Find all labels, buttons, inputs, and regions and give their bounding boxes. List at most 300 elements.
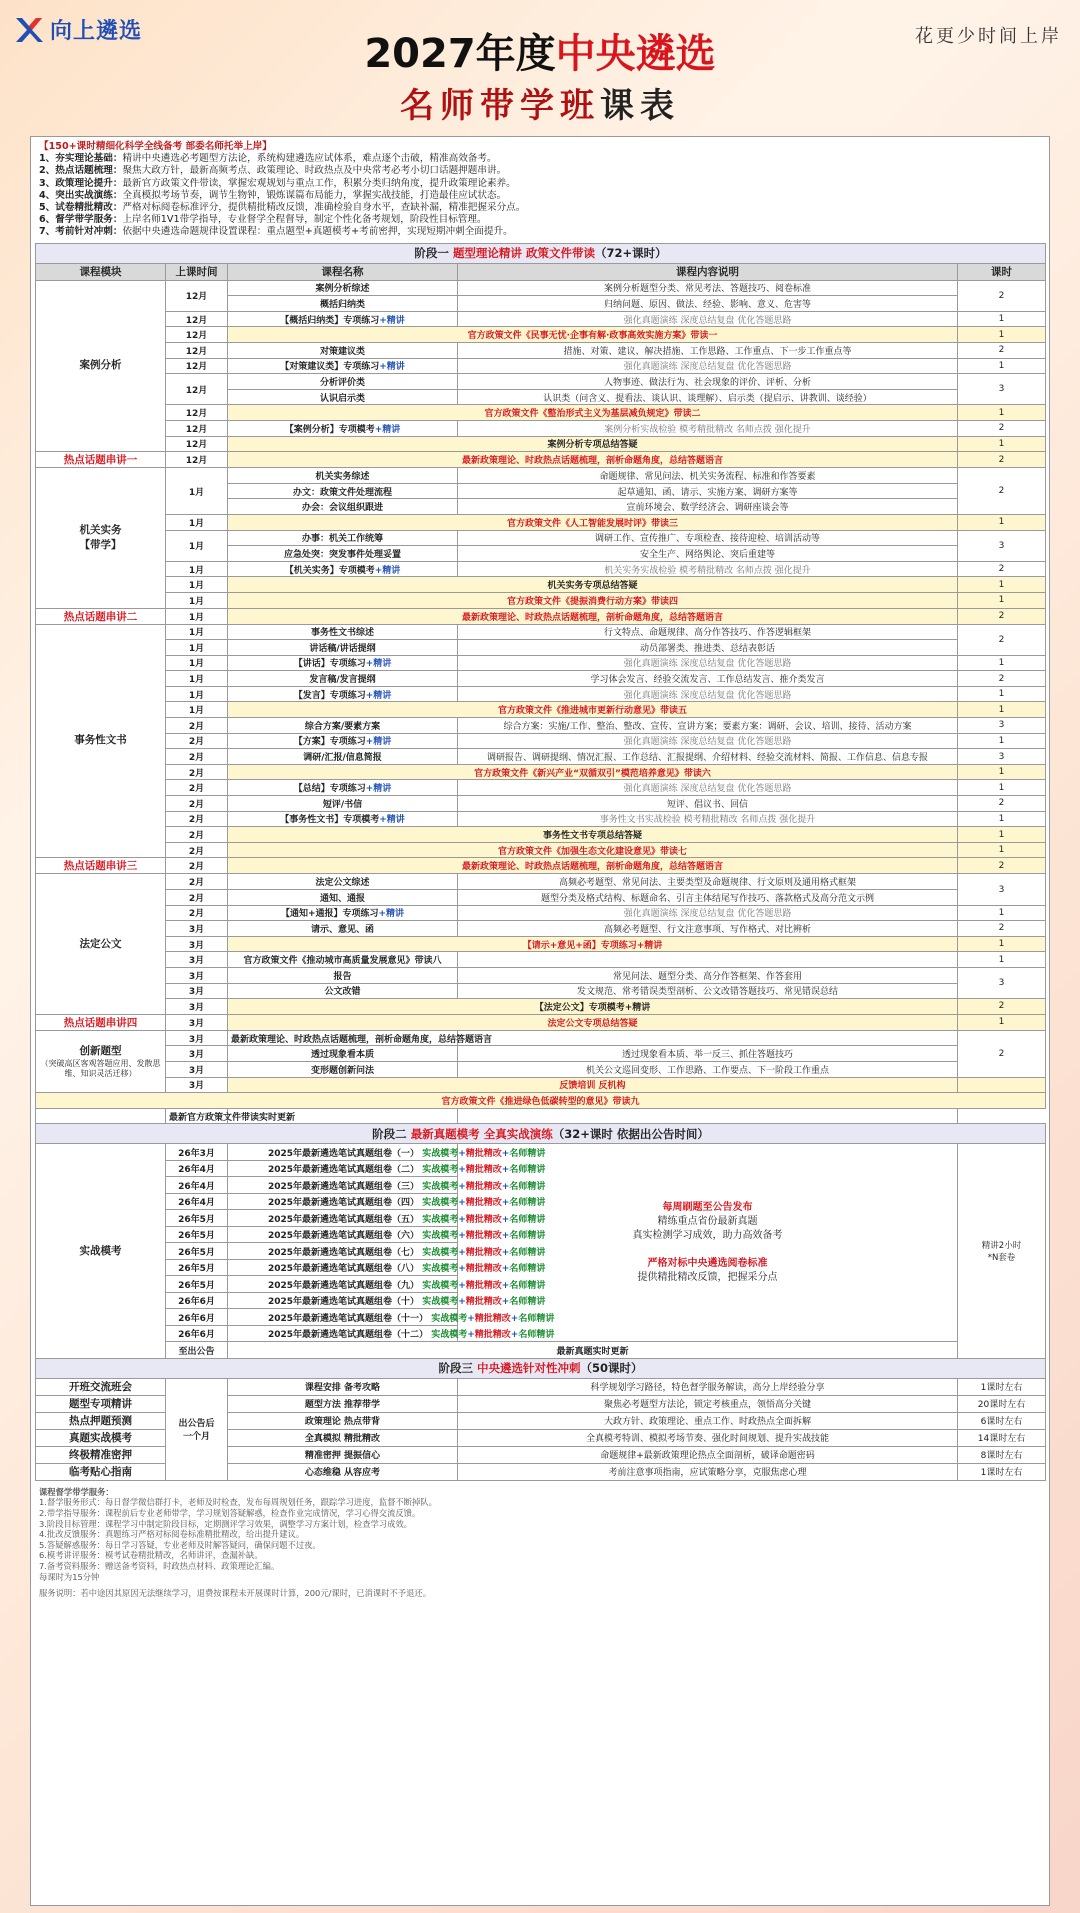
tag-mock: 实战模考	[422, 1214, 459, 1225]
course-row	[36, 967, 1046, 983]
time-cell: 3月	[166, 967, 228, 983]
sprint-module: 真题实战模考	[36, 1429, 166, 1446]
course-row	[36, 1077, 1046, 1093]
mock-title: 2025年最新遴选笔试真题组卷（十）	[268, 1297, 420, 1308]
mock-title: 2025年最新遴选笔试真题组卷（七）	[268, 1247, 420, 1258]
plus-sign: +	[458, 1264, 466, 1275]
tag-mock: 实战模考	[422, 1264, 459, 1275]
intro-key: 3、政策理论提升：	[39, 177, 123, 189]
course-name: 办文：政策文件处理流程	[228, 483, 458, 499]
mock-title: 2025年最新遴选笔试真题组卷（十一）	[268, 1313, 429, 1324]
course-row	[36, 624, 1046, 640]
hours-cell	[958, 1077, 1046, 1093]
hours-cell: 1	[958, 327, 1046, 343]
mock-time: 26年5月	[166, 1210, 228, 1227]
footer-head: 课程督学带学服务：	[39, 1486, 114, 1497]
time-cell: 12月	[166, 452, 228, 468]
sprint-hours: 1课时左右	[958, 1378, 1046, 1395]
course-name	[228, 561, 458, 577]
intro-item	[39, 214, 1041, 226]
module-case: 案例分析	[36, 280, 166, 452]
mock-row	[36, 1144, 1046, 1161]
hours-cell: 2	[958, 420, 1046, 436]
summary-cell: 事务性文书专项总结答疑	[228, 827, 958, 843]
course-content: 宣前环境会、数学经济会、调研座谈会等	[458, 499, 958, 515]
sprint-content: 聚焦必考题型方法论，锁定考核重点，领悟高分关键	[458, 1395, 958, 1412]
course-name	[228, 420, 458, 436]
sprint-hours: 14课时左右	[958, 1429, 1046, 1446]
hours-cell: 3	[958, 749, 1046, 765]
tag-lecture: 名师精讲	[509, 1280, 546, 1291]
col-time: 上课时间	[166, 263, 228, 280]
course-content: 常见问法、题型分类、高分作答框架、作答套用	[458, 967, 958, 983]
course-name-text: 【讲话】专项练习	[293, 659, 366, 670]
time-cell: 2月	[166, 811, 228, 827]
plus-sign: +	[458, 1198, 466, 1209]
mock-title: 2025年最新遴选笔试真题组卷（二）	[268, 1165, 420, 1176]
time-cell: 1月	[166, 671, 228, 687]
sprint-content: 命题规律+最新政策理论热点全面剖析，破译命题密码	[458, 1446, 958, 1463]
course-name	[228, 780, 458, 796]
time-cell: 12月	[166, 280, 228, 311]
tag-mock: 实战模考	[422, 1165, 459, 1176]
time-cell: 1月	[166, 624, 228, 640]
tag-lecture: 名师精讲	[509, 1181, 546, 1192]
time-cell: 2月	[166, 764, 228, 780]
time-cell: 2月	[166, 796, 228, 812]
course-content: 学习体会发言、经验交流发言、工作总结发言、推介类发言	[458, 671, 958, 687]
course-name: 变形题创新问法	[228, 1061, 458, 1077]
tag-lecture: 名师精讲	[509, 1297, 546, 1308]
intro-item	[39, 190, 1041, 202]
course-name: 调研/汇报/信息简报	[228, 749, 458, 765]
time-cell: 3月	[166, 921, 228, 937]
course-content: 起草通知、函、请示、实施方案、调研方案等	[458, 483, 958, 499]
time-cell: 12月	[166, 436, 228, 452]
footer-line: 7.备考资料服务：赠送备考资料，时政热点材料、政策理论汇编。	[39, 1560, 280, 1571]
plus-sign: +	[501, 1214, 510, 1225]
plus-sign: +	[467, 1330, 475, 1341]
time-cell: 12月	[166, 405, 228, 421]
phase3-label: 阶段三	[438, 1361, 473, 1376]
tag-mock: 实战模考	[422, 1198, 459, 1209]
course-row	[36, 358, 1046, 374]
course-content	[458, 952, 958, 968]
time-cell: 3月	[166, 1061, 228, 1077]
sprint-module: 终极精准密押	[36, 1446, 166, 1463]
title-year: 2027年度	[364, 31, 556, 77]
course-content: 综合方案：实施/工作、整治、整改、宣传、宣讲方案；要素方案：调研、会议、培训、接待、活动方案	[458, 718, 958, 734]
hours-cell: 3	[958, 374, 1046, 405]
tag-review: 精批精改	[465, 1264, 502, 1275]
mock-name	[228, 1177, 546, 1194]
plus-tag: +精讲	[365, 784, 392, 795]
course-content: 行文特点、命题规律、高分作答技巧、作答逻辑框架	[458, 624, 958, 640]
time-cell: 3月	[166, 952, 228, 968]
sprint-name: 政策理论 热点带背	[228, 1412, 458, 1429]
tag-mock: 实战模考	[431, 1313, 468, 1324]
course-content: 调研报告、调研提纲、情况汇报、工作总结、汇报提纲、介绍材料、经验交流材料、简报、工作信息、信息专报	[458, 749, 958, 765]
sprint-time: 出公告后 一个月	[166, 1378, 228, 1480]
hours-cell: 1	[958, 655, 1046, 671]
col-module: 课程模块	[36, 263, 166, 280]
footer-line: 1.督学服务形式：每日督学微信群打卡，老师及时检查，发布每周规划任务，跟踪学习进度，监督不断掉队。	[39, 1497, 437, 1508]
time-cell: 12月	[166, 343, 228, 359]
hours-cell: 2	[958, 280, 1046, 311]
schedule-sheet	[30, 136, 1050, 1906]
side-line-3: 真实检测学习成效，助力高效备考	[632, 1229, 783, 1241]
sprint-name: 题型方法 推荐带学	[228, 1395, 458, 1412]
policy-cell: 官方政策文件《整治形式主义为基层减负规定》带读二	[228, 405, 958, 421]
tag-lecture: 名师精讲	[509, 1264, 546, 1275]
course-content: 强化真题演练 深度总结复盘 优化答题思路	[458, 733, 958, 749]
sprint-name: 精准密押 提振信心	[228, 1446, 458, 1463]
mock-name	[228, 1325, 555, 1342]
time-cell: 2月	[166, 827, 228, 843]
phase3-row	[36, 1358, 1046, 1378]
time-cell: 2月	[166, 890, 228, 906]
hours-cell: 1	[958, 780, 1046, 796]
course-content: 高频必考题型、常见问法、主要类型及命题规律、行文原则及通用格式框架	[458, 874, 958, 890]
policy-cell: 最新政策理论、时政热点话题梳理，剖析命题角度，总结答题语言	[228, 858, 958, 874]
plus-tag: +精讲	[379, 815, 405, 826]
plus-sign: +	[501, 1198, 510, 1209]
schedule-table	[35, 243, 1046, 1481]
mock-name	[228, 1144, 546, 1161]
tag-review: 精批精改	[465, 1214, 502, 1225]
course-row	[36, 343, 1046, 359]
course-name: 对策建议类	[228, 343, 458, 359]
summary-cell: 【法定公文】专项模考+精讲	[228, 999, 958, 1015]
course-content: 发文规范、常考错误类型剖析、公文改错答题技巧、常见错误总结	[458, 983, 958, 999]
course-content: 短评、倡议书、回信	[458, 796, 958, 812]
sprint-module: 题型专项精讲	[36, 1395, 166, 1412]
course-row	[36, 1061, 1046, 1077]
side-line-2: 精练重点省份最新真题	[657, 1215, 758, 1227]
course-content: 强化真题演练 深度总结复盘 优化答题思路	[458, 686, 958, 702]
time-cell: 2月	[166, 842, 228, 858]
course-row	[36, 1030, 1046, 1046]
mock-name	[228, 1160, 546, 1177]
policy-cell: 反馈培训 反机构	[228, 1077, 958, 1093]
course-row	[36, 514, 1046, 530]
col-name: 课程名称	[228, 263, 458, 280]
course-name: 最新官方政策文件带读实时更新	[166, 1108, 228, 1124]
hours-cell	[458, 1108, 958, 1124]
tag-review: 精批精改	[474, 1330, 511, 1341]
hours-cell: 1	[958, 905, 1046, 921]
summary-cell: 案例分析专项总结答疑	[228, 436, 958, 452]
course-name: 短评/书信	[228, 796, 458, 812]
course-row	[36, 280, 1046, 296]
hours-cell: 1	[958, 405, 1046, 421]
tag-lecture: 名师精讲	[509, 1198, 546, 1209]
course-name	[228, 811, 458, 827]
course-name: 讲话稿/讲话提纲	[228, 640, 458, 656]
intro-value: 全真模拟考场节奏，调节生物钟，锻炼谋篇布局能力，掌握实战技能，打造最佳应试状态。	[122, 189, 507, 201]
course-content: 安全生产、网络舆论、突后重建等	[458, 546, 958, 562]
mock-time: 26年5月	[166, 1276, 228, 1293]
course-content: 归纳问题、原因、做法、经验、影响、意义、危害等	[458, 296, 958, 312]
course-row	[36, 733, 1046, 749]
course-content: 案例分析题型分类、常见考法、答题技巧、阅卷标准	[458, 280, 958, 296]
course-name-text: 【通知+通报】专项练习	[280, 909, 379, 920]
course-name: 事务性文书综述	[228, 624, 458, 640]
course-name: 办事：机关工作统筹	[228, 530, 458, 546]
time-cell: 2月	[166, 905, 228, 921]
plus-sign: +	[458, 1148, 466, 1159]
time-cell: 3月	[166, 983, 228, 999]
time-cell: 1月	[166, 608, 228, 624]
course-row	[36, 530, 1046, 546]
sprint-content: 全真模考特训、模拟考场节奏、强化时间规划、提升实战技能	[458, 1429, 958, 1446]
column-header-row	[36, 263, 1046, 280]
course-row	[36, 811, 1046, 827]
policy-cell: 官方政策文件《推进城市更新行动意见》带读五	[228, 702, 958, 718]
course-row	[36, 640, 1046, 656]
course-row	[36, 796, 1046, 812]
mock-time: 26年6月	[166, 1292, 228, 1309]
time-cell: 12月	[166, 311, 228, 327]
time-cell: 3月	[166, 1077, 228, 1093]
course-row	[36, 983, 1046, 999]
intro-key: 4、突出实战演练：	[39, 189, 123, 201]
time-cell: 1月	[166, 577, 228, 593]
footer-line: 5.答疑解惑服务：每日学习答疑，专业老师及时解答疑问，确保问题不过夜。	[39, 1539, 321, 1550]
sprint-hours: 6课时左右	[958, 1412, 1046, 1429]
plus-sign: +	[501, 1148, 510, 1159]
course-name-text: 【对策建议类】专项练习	[280, 362, 380, 373]
tag-review: 精批精改	[465, 1247, 502, 1258]
course-row	[36, 452, 1046, 468]
course-row	[36, 905, 1046, 921]
module-organ	[36, 468, 166, 608]
tag-mock: 实战模考	[422, 1280, 459, 1291]
tag-review: 精批精改	[465, 1181, 502, 1192]
mock-title: 2025年最新遴选笔试真题组卷（一）	[268, 1148, 420, 1159]
course-content	[458, 1030, 958, 1046]
mock-time: 26年5月	[166, 1226, 228, 1243]
time-cell: 2月	[166, 780, 228, 796]
plus-sign: +	[501, 1181, 510, 1192]
course-name: 认识启示类	[228, 389, 458, 405]
tag-lecture: 名师精讲	[509, 1214, 546, 1225]
mock-title: 2025年最新遴选笔试真题组卷（五）	[268, 1214, 420, 1225]
time-cell: 3月	[166, 1046, 228, 1062]
course-name: 公文改错	[228, 983, 458, 999]
hours-cell: 1	[958, 436, 1046, 452]
module-mock: 实战模考	[36, 1144, 166, 1359]
course-content: 强化真题演练 深度总结复盘 优化答题思路	[458, 780, 958, 796]
intro-block	[31, 137, 1049, 243]
course-content: 题型分类及格式结构、标题命名、引言主体结尾写作技巧、落款格式及高分范文示例	[458, 890, 958, 906]
time-cell: 3月	[166, 1030, 228, 1046]
tag-lecture: 名师精讲	[509, 1247, 546, 1258]
phase2-row	[36, 1124, 1046, 1144]
mock-time: 26年5月	[166, 1243, 228, 1260]
time-cell: 1月	[166, 561, 228, 577]
course-row	[36, 311, 1046, 327]
hours-cell: 1	[958, 952, 1046, 968]
hours-cell: 1	[958, 311, 1046, 327]
mock-time: 26年4月	[166, 1177, 228, 1194]
hours-cell: 2	[958, 343, 1046, 359]
time-cell: 2月	[166, 858, 228, 874]
footer-line: 3.阶段目标管理：课程学习中制定阶段目标，定期测评学习效果，调整学习方案计划，检查学习成效。	[39, 1518, 412, 1529]
mock-hours: 精讲2小时 *N套卷	[958, 1144, 1046, 1359]
col-content: 课程内容说明	[458, 263, 958, 280]
hours-cell: 3	[958, 718, 1046, 734]
mock-title: 2025年最新遴选笔试真题组卷（六）	[268, 1231, 420, 1242]
course-row	[36, 561, 1046, 577]
policy-cell: 官方政策文件《提振消费行动方案》带读四	[228, 592, 958, 608]
course-row	[36, 780, 1046, 796]
sprint-hours: 1课时左右	[958, 1463, 1046, 1480]
side-line-4: 严格对标中央遴选阅卷标准	[647, 1257, 768, 1269]
course-row	[36, 827, 1046, 843]
hours-cell: 2	[958, 468, 1046, 515]
course-name-text: 【发言】专项练习	[293, 690, 366, 701]
intro-item	[39, 153, 1041, 165]
time-cell: 1月	[166, 686, 228, 702]
sprint-name: 课程安排 备考攻略	[228, 1378, 458, 1395]
module-hot4: 热点话题串讲四	[36, 1014, 166, 1030]
plus-sign: +	[458, 1165, 466, 1176]
intro-item	[39, 165, 1041, 177]
course-row	[36, 936, 1046, 952]
course-row	[36, 608, 1046, 624]
plus-tag: +精讲	[379, 315, 405, 326]
sprint-hours: 20课时左右	[958, 1395, 1046, 1412]
side-line-5: 提供精批精改反馈，把握采分点	[637, 1271, 778, 1283]
course-content: 机关实务实战检验 模考精批精改 名师点拨 强化提升	[458, 561, 958, 577]
intro-key: 5、试卷精批精改：	[39, 202, 123, 214]
plus-tag: +精讲	[365, 737, 392, 748]
course-row	[36, 420, 1046, 436]
intro-value: 严格对标阅卷标准评分，提供精批精改反馈，准确检验自身水平，查缺补漏，精准把握采分点。	[122, 202, 526, 214]
time-cell: 12月	[166, 358, 228, 374]
course-name: 机关实务综述	[228, 468, 458, 484]
policy-cell: 官方政策文件《民事无忧·企事有解·政事高效实施方案》带读一	[228, 327, 958, 343]
course-row	[36, 405, 1046, 421]
hours-cell: 2	[958, 1030, 1046, 1077]
mock-title: 2025年最新遴选笔试真题组卷（十二）	[268, 1330, 429, 1341]
tag-lecture: 名师精讲	[509, 1165, 546, 1176]
course-name-text: 【方案】专项练习	[293, 737, 366, 748]
policy-cell: 【请示+意见+函】专项练习+精讲	[228, 936, 958, 952]
time-cell: 1月	[166, 468, 228, 515]
phase1-count: （72+课时）	[594, 246, 667, 261]
course-name	[228, 733, 458, 749]
time-cell: 1月	[166, 514, 228, 530]
phase1-row	[36, 243, 1046, 263]
hours-cell: 1	[958, 764, 1046, 780]
page-title	[0, 22, 1080, 79]
time-cell: 3月	[166, 999, 228, 1015]
plus-sign: +	[458, 1297, 466, 1308]
mock-time: 26年6月	[166, 1325, 228, 1342]
mock-name	[228, 1210, 546, 1227]
phase2-red: 最新真题模考 全真实战演练	[410, 1126, 553, 1141]
course-content: 机关公文巡回变形、工作思路、工作要点、下一阶段工作重点	[458, 1061, 958, 1077]
time-cell: 12月	[166, 327, 228, 343]
module-note: （突破高区客观答题应用、发散思维、知识灵活迁移）	[40, 1058, 161, 1078]
course-content: 事务性文书实战检验 模考精批精改 名师点拨 强化提升	[458, 811, 958, 827]
sprint-module: 临考贴心指南	[36, 1463, 166, 1480]
update-row	[36, 1093, 1046, 1109]
course-name: 透过现象看本质	[228, 1046, 458, 1062]
time-cell: 2月	[166, 718, 228, 734]
tag-review: 精批精改	[465, 1148, 502, 1159]
course-name-text: 【案例分析】专项模考	[284, 424, 375, 435]
hours-cell: 1	[958, 842, 1046, 858]
course-row	[36, 858, 1046, 874]
intro-value: 聚焦大政方针，最新高频考点、政策理论、时政热点及中央常考必考小切口话题押题串讲。	[122, 165, 507, 177]
tag-review: 精批精改	[465, 1165, 502, 1176]
hours-cell: 2	[958, 921, 1046, 937]
tag-mock: 实战模考	[422, 1247, 459, 1258]
course-row	[36, 577, 1046, 593]
mock-time: 26年6月	[166, 1309, 228, 1326]
footer-line: 2.带学指导服务：课程前后专业老师带学，学习规划答疑解惑，检查作业完成情况，学习心得交流反馈。	[39, 1508, 421, 1518]
course-row	[36, 468, 1046, 484]
course-content: 案例分析实战检验 模考精批精改 名师点拨 强化提升	[458, 420, 958, 436]
plus-tag: +精讲	[374, 424, 401, 435]
course-row	[36, 1046, 1046, 1062]
course-row	[36, 1108, 1046, 1124]
time-cell: 1月	[166, 655, 228, 671]
module-label: 机关实务 【带学】	[79, 523, 122, 551]
course-row	[36, 374, 1046, 390]
policy-cell: 最新政策理论、时政热点话题梳理，剖析命题角度，总结答题语言	[228, 452, 958, 468]
intro-key: 6、督学带学服务：	[39, 214, 123, 226]
intro-key: 1、夯实理论基础：	[39, 153, 123, 165]
time-cell: 3月	[166, 936, 228, 952]
course-row	[36, 874, 1046, 890]
footer-week: 每课时为15分钟	[39, 1571, 100, 1582]
plus-sign: +	[458, 1247, 466, 1258]
course-row	[36, 702, 1046, 718]
course-row	[36, 686, 1046, 702]
mock-name	[228, 1226, 546, 1243]
plus-sign: +	[458, 1231, 466, 1242]
course-row	[36, 842, 1046, 858]
subtitle-plain: 课表	[600, 86, 680, 126]
tag-review: 精批精改	[465, 1198, 502, 1209]
hours-cell: 1	[958, 592, 1046, 608]
col-hours: 课时	[958, 263, 1046, 280]
course-content: 动员部署类、推进类、总结表彰话	[458, 640, 958, 656]
mock-time: 26年4月	[166, 1193, 228, 1210]
mock-last-row	[36, 1342, 1046, 1359]
policy-cell: 最新政策理论、时政热点话题梳理，剖析命题角度，总结答题语言	[228, 608, 958, 624]
footer-line: 4.批改反馈服务：真题练习严格对标阅卷标准精批精改，给出提升建议。	[39, 1529, 305, 1540]
intro-key: 7、考前针对冲刺：	[39, 226, 123, 238]
hours-cell: 2	[958, 671, 1046, 687]
mock-name	[228, 1309, 555, 1326]
course-content: 强化真题演练 深度总结复盘 优化答题思路	[458, 358, 958, 374]
course-name-text: 【机关实务】专项模考	[284, 565, 375, 576]
course-name-text: 【总结】专项练习	[293, 784, 366, 795]
mock-time: 26年3月	[166, 1144, 228, 1161]
hours-cell: 2	[958, 452, 1046, 468]
intro-item	[39, 178, 1041, 190]
plus-tag: +精讲	[374, 565, 401, 576]
course-name	[228, 358, 458, 374]
hours-cell: 2	[958, 608, 1046, 624]
intro-value: 上岸名师1V1带学指导，专业督学全程督导，制定个性化备考规划，阶段性目标管理。	[122, 214, 487, 226]
side-line-1: 每周刷题至公告发布	[662, 1201, 753, 1213]
